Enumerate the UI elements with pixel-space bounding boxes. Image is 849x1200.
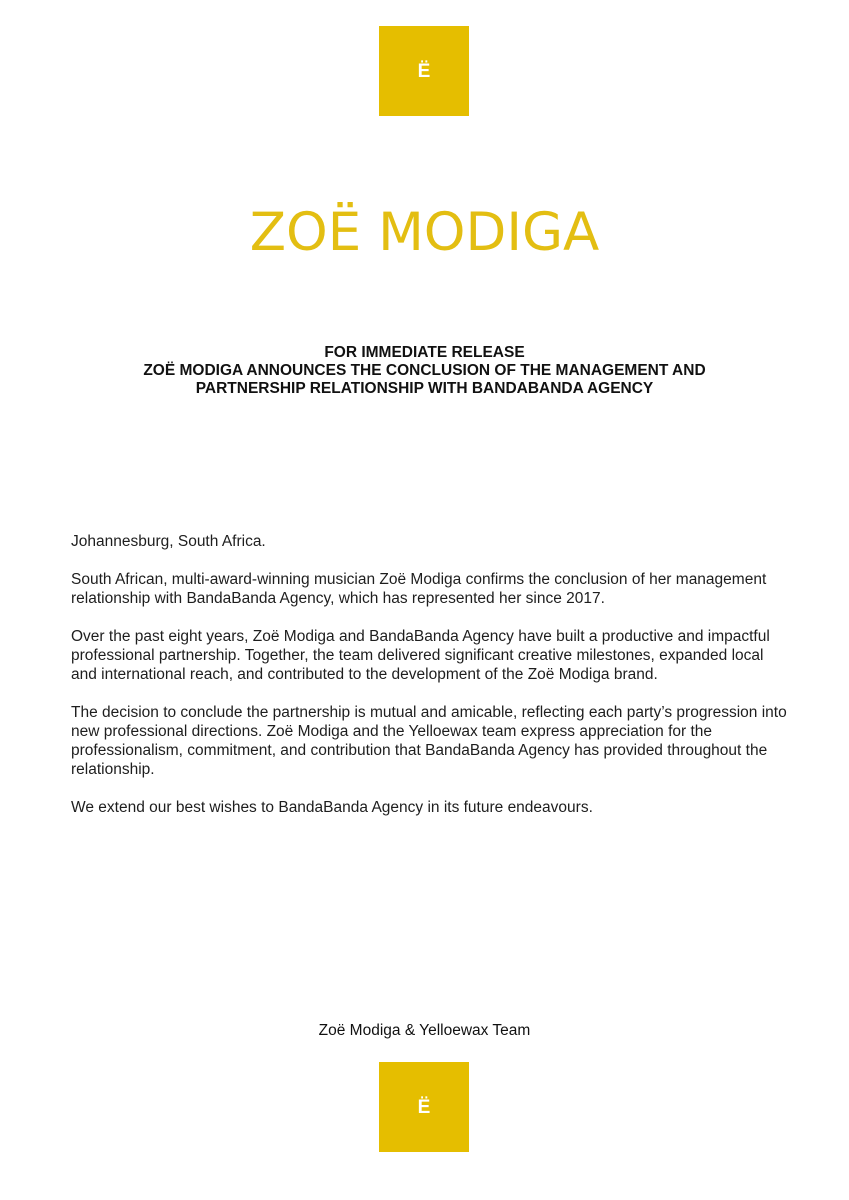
dateline: Johannesburg, South Africa.	[71, 533, 266, 550]
headline-line-3: PARTNERSHIP RELATIONSHIP WITH BANDABANDA AGENCY	[195, 380, 654, 397]
press-release-headline	[60, 344, 789, 398]
press-release-body	[71, 532, 791, 836]
paragraph-2: Over the past eight years, Zoë Modiga and BandaBanda Agency have built a productive and impactful professional partnership. Together, the team delivered significant creative milestones, expanded local and international reach, and contributed to the development of the Zoë Modiga brand.	[71, 628, 770, 683]
bottom-logo-mark	[379, 1062, 469, 1152]
headline-line-1: FOR IMMEDIATE RELEASE	[324, 344, 525, 361]
top-logo-mark	[379, 26, 469, 116]
signature-line: Zoë Modiga & Yelloewax Team	[318, 1022, 531, 1039]
headline-line-2: ZOË MODIGA ANNOUNCES THE CONCLUSION OF THE MANAGEMENT AND	[143, 362, 706, 379]
paragraph-3: The decision to conclude the partnership is mutual and amicable, reflecting each party’s progression into new professional directions. Zoë Modiga and the Yelloewax team express appreciation for the professionalism, commitment, and contribution that BandaBanda Agency has provided throughout the relationship.	[71, 704, 787, 778]
brand-wordmark: ZOË MODIGA	[249, 202, 600, 263]
logo-glyph-bottom: Ë	[417, 1096, 431, 1118]
paragraph-4: We extend our best wishes to BandaBanda Agency in its future endeavours.	[71, 799, 593, 816]
logo-glyph: Ë	[417, 60, 431, 82]
paragraph-1: South African, multi-award-winning musician Zoë Modiga confirms the conclusion of her management relationship with BandaBanda Agency, which has represented her since 2017.	[71, 571, 767, 607]
